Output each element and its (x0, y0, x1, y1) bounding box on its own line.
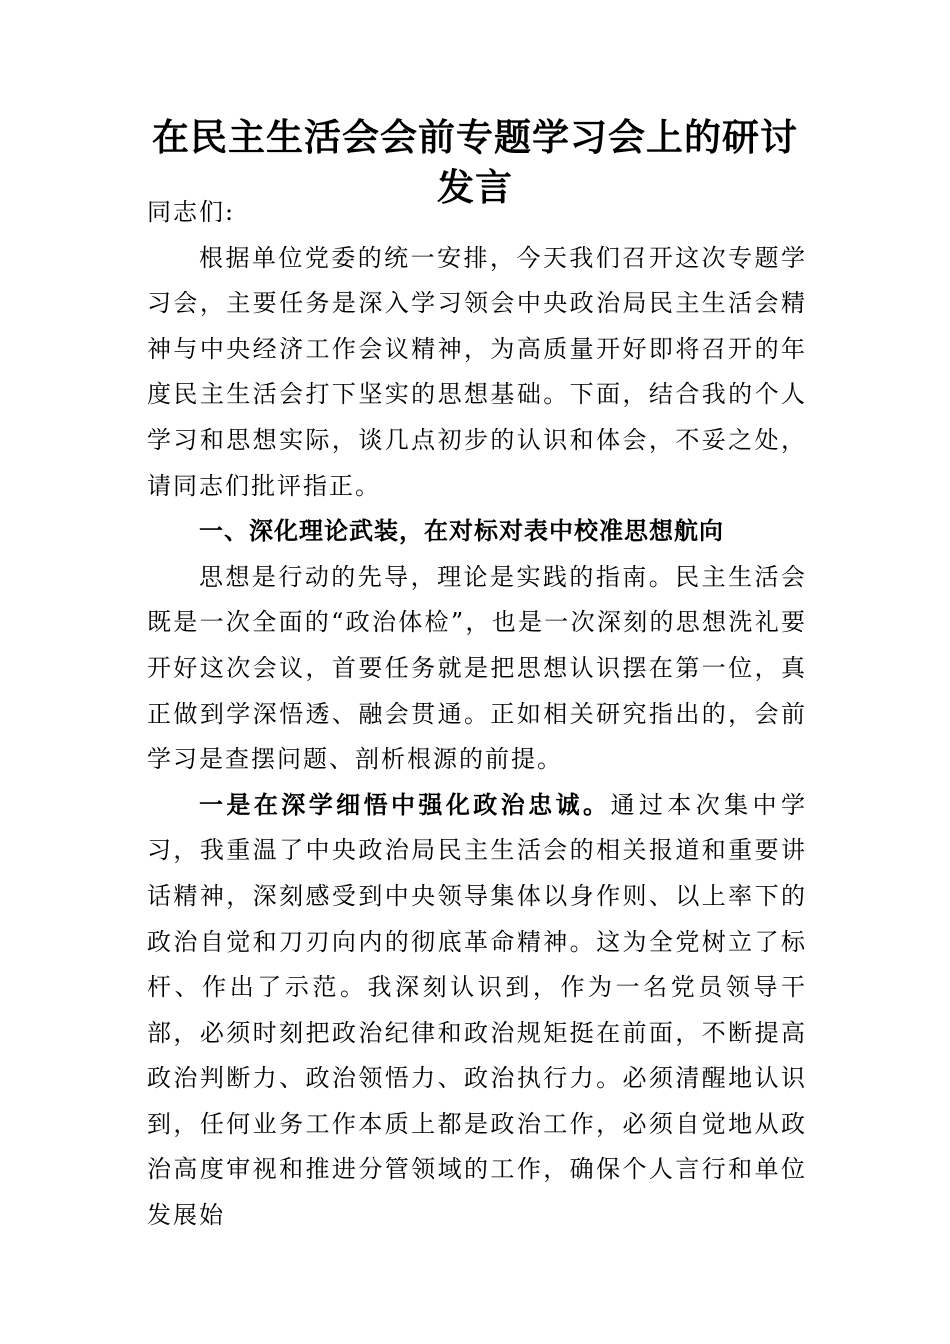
point-text: 通过本次集中学习，我重温了中央政治局民主生活会的相关报道和重要讲话精神，深刻感受到中央领导集体以身作则、以上率下的政治自觉和刀刃向内的彻底革命精神。这为全党树立了标杆、作出了示范。我深刻认识到，作为一名党员领导干部，必须时刻把政治纪律和政治规矩挺在前面，不断提高政治判断力、政治领悟力、政治执行力。必须清醒地认识到，任何业务工作本质上都是政治工作，必须自觉地从政治高度审视和推进分管领域的工作，确保个人言行和单位发展始 (147, 790, 808, 1230)
section-paragraph: 思想是行动的先导，理论是实践的指南。民主生活会既是一次全面的“政治体检”，也是一次深刻的思想洗礼要开好这次会议，首要任务就是把思想认识摆在第一位，真正做到学深悟透、融会贯通。正如相关研究指出的，会前学习是查摆问题、剖析根源的前提。 (147, 562, 807, 774)
document-title: 在民主生活会会前专题学习会上的研讨发言 (152, 115, 798, 209)
section-heading: 一、深化理论武装，在对标对表中校准思想航向 (199, 517, 724, 546)
intro-paragraph: 根据单位党委的统一安排，今天我们召开这次专题学习会，主要任务是深入学习领会中央政治局民主生活会精神与中央经济工作会议精神，为高质量开好即将召开的年度民主生活会打下坚实的思想基础。下面，结合我的个人学习和思想实际，谈几点初步的认识和体会，不妥之处，请同志们批评指正。 (147, 243, 807, 500)
salutation: 同志们: (147, 198, 236, 226)
document-body (147, 190, 807, 1239)
point-paragraph (147, 783, 807, 1239)
point-lead: 一是在深学细悟中强化政治忠诚。 (199, 790, 611, 819)
